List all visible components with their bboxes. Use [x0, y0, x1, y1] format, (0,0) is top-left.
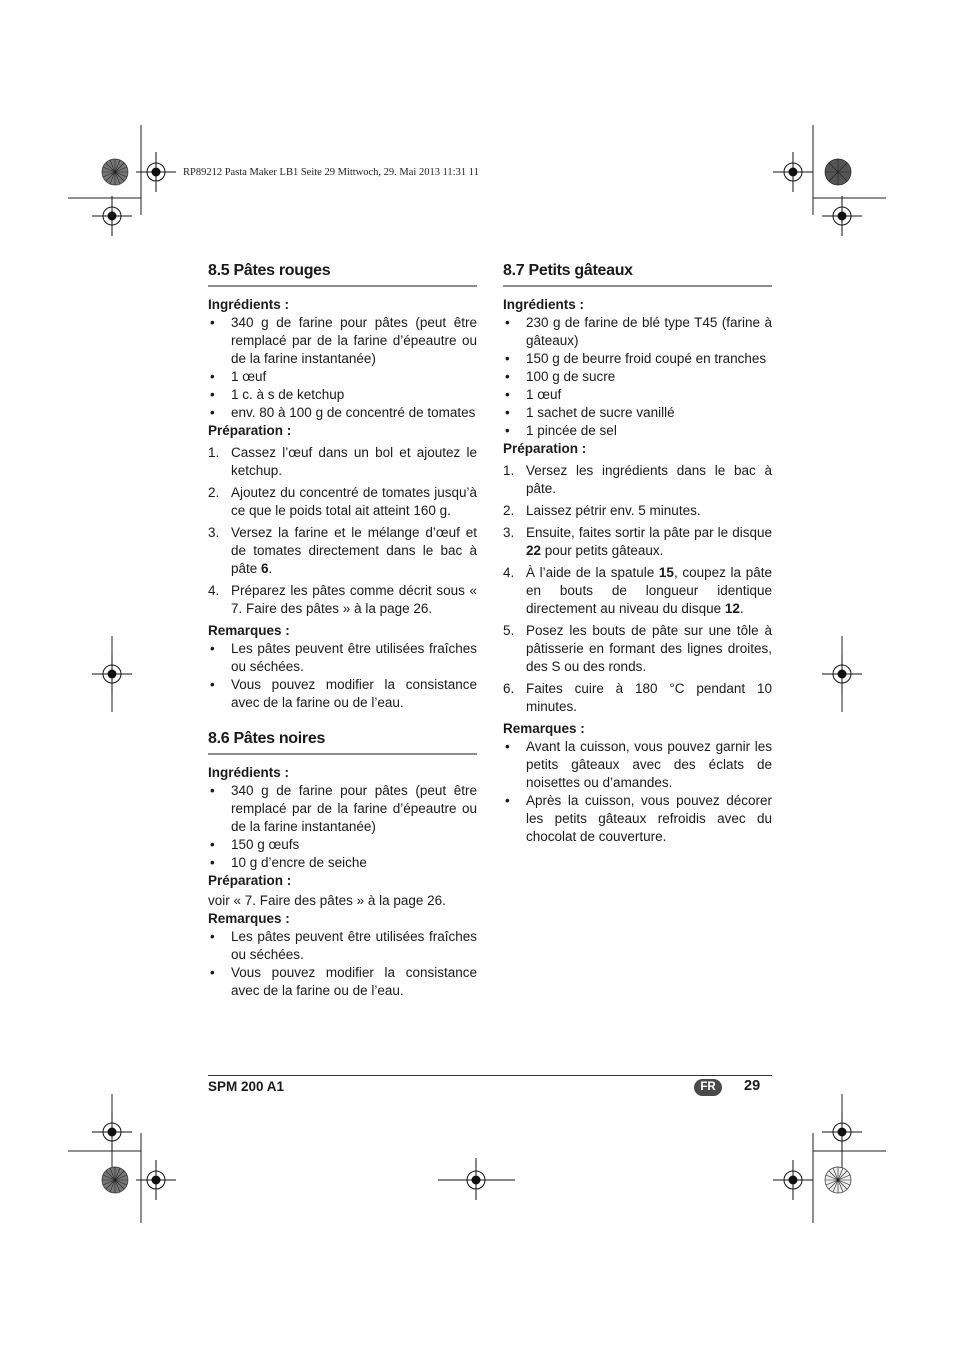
remarks-list [208, 928, 477, 1000]
list-item: • Vous pouvez modifier la consistance avec de la farine ou de l’eau. [208, 676, 477, 712]
remarks-heading: Remarques : [503, 721, 585, 736]
preparation-heading: Préparation : [208, 423, 292, 438]
remarks-list [208, 640, 477, 712]
list-item: • env. 80 à 100 g de concentré de tomates [208, 404, 477, 422]
ingredients-heading: Ingrédients : [208, 765, 290, 780]
section-title-8-7: 8.7 Petits gâteaux [503, 258, 772, 287]
preparation-steps [503, 462, 772, 716]
preparation-steps [208, 444, 477, 618]
list-item: • 150 g œufs [208, 836, 477, 854]
list-item: • 340 g de farine pour pâtes (peut être remplacé par de la farine d’épeautre ou de la farine instantanée) [208, 314, 477, 368]
preparation-heading: Préparation : [208, 873, 292, 888]
preparation-heading: Préparation : [503, 441, 587, 456]
right-column [503, 258, 772, 846]
list-item: • 1 c. à s de ketchup [208, 386, 477, 404]
step-item: 4. À l’aide de la spatule 15, coupez la pâte en bouts de longueur identique directement au niveau du disque 12. [503, 565, 772, 616]
list-item: • 100 g de sucre [503, 368, 772, 386]
step-item: 2. Ajoutez du concentré de tomates jusqu’à ce que le poids total ait atteint 160 g. [208, 485, 477, 518]
list-item: • 10 g d’encre de seiche [208, 854, 477, 872]
ingredients-heading: Ingrédients : [503, 297, 585, 312]
list-item: • 1 sachet de sucre vanillé [503, 404, 772, 422]
print-slug-line: RP89212 Pasta Maker LB1 Seite 29 Mittwoch, 29. Mai 2013 11:31 11 [183, 167, 479, 178]
remarks-list [503, 738, 772, 846]
list-item: • 1 œuf [503, 386, 772, 404]
list-item: • Vous pouvez modifier la consistance avec de la farine ou de l’eau. [208, 964, 477, 1000]
remarks-heading: Remarques : [208, 623, 290, 638]
ingredients-heading: Ingrédients : [208, 297, 290, 312]
step-item: 1. Cassez l’œuf dans un bol et ajoutez le ketchup. [208, 445, 477, 478]
language-badge: FR [694, 1079, 722, 1096]
step-item: 2. Laissez pétrir env. 5 minutes. [503, 503, 701, 518]
footer-rule [208, 1075, 772, 1076]
step-item: 5. Posez les bouts de pâte sur une tôle à pâtisserie en formant des lignes droites, des S ou des ronds. [503, 623, 772, 674]
ingredients-list [208, 782, 477, 872]
ingredients-list [503, 314, 772, 440]
ingredients-list [208, 314, 477, 422]
list-item: • Après la cuisson, vous pouvez décorer les petits gâteaux refroidis avec du chocolat de couverture. [503, 792, 772, 846]
step-item: 4. Préparez les pâtes comme décrit sous « 7. Faire des pâtes » à la page 26. [208, 583, 477, 616]
list-item: • Les pâtes peuvent être utilisées fraîches ou séchées. [208, 928, 477, 964]
list-item: • 230 g de farine de blé type T45 (farine à gâteaux) [503, 314, 772, 350]
list-item: • 1 œuf [208, 368, 477, 386]
remarks-heading: Remarques : [208, 911, 290, 926]
preparation-text: voir « 7. Faire des pâtes » à la page 26. [208, 893, 446, 908]
step-item: 6. Faites cuire à 180 °C pendant 10 minutes. [503, 681, 772, 714]
list-item: • Les pâtes peuvent être utilisées fraîches ou séchées. [208, 640, 477, 676]
step-item: 3. Versez la farine et le mélange d’œuf et de tomates directement dans le bac à pâte 6. [208, 525, 477, 576]
list-item: • 340 g de farine pour pâtes (peut être remplacé par de la farine d’épeautre ou de la farine instantanée) [208, 782, 477, 836]
list-item: • 150 g de beurre froid coupé en tranches [503, 350, 772, 368]
page-number: 29 [744, 1078, 761, 1094]
step-item: 3. Ensuite, faites sortir la pâte par le disque 22 pour petits gâteaux. [503, 525, 772, 558]
step-item: 1. Versez les ingrédients dans le bac à pâte. [503, 463, 772, 496]
left-column [208, 258, 477, 1000]
section-title-8-6: 8.6 Pâtes noires [208, 726, 477, 755]
list-item: • Avant la cuisson, vous pouvez garnir les petits gâteaux avec des éclats de noisettes ou d’amandes. [503, 738, 772, 792]
model-number: SPM 200 A1 [208, 1079, 285, 1094]
section-title-8-5: 8.5 Pâtes rouges [208, 258, 477, 287]
list-item: • 1 pincée de sel [503, 422, 772, 440]
